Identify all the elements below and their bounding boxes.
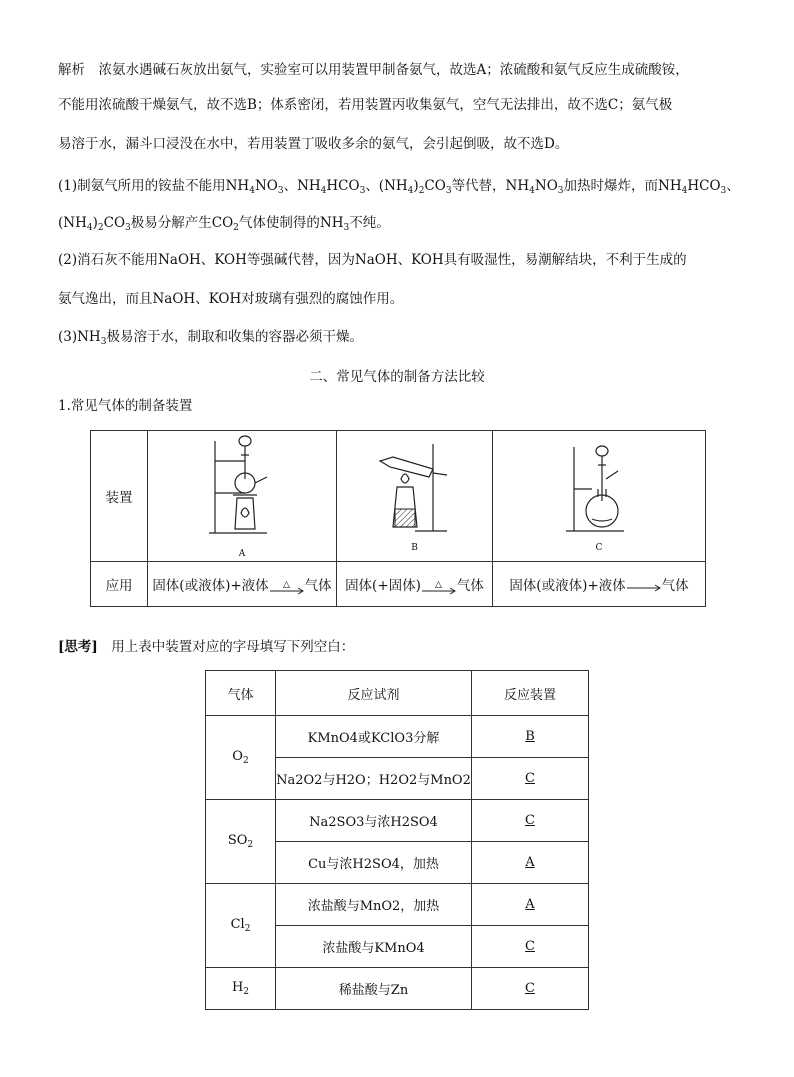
analysis-line-2: 不能用浓硫酸干燥氨气，故不选B；体系密闭，若用装置丙收集氨气，空气无法排出，故不选C；氨气极 [58, 97, 673, 113]
note-2-line-1: (2)消石灰不能用NaOH、KOH等强碱代替，因为NaOH、KOH具有吸湿性，易潮解结块，不利于生成的 [58, 252, 687, 268]
note-1-line-1: (1)制氨气所用的铵盐不能用$NH_4NO_3$、$NH_4HCO_3$、$(NH_4)_2CO_3$等代替，$NH_4NO_3$加热时爆炸，而$NH_4HCO_3$、 [58, 178, 740, 196]
apparatus-table [90, 430, 706, 607]
application-c: 固体(或液体)+液体 气体 [493, 562, 706, 607]
application-a: 固体(或液体)+液体 △ 气体 [148, 562, 337, 607]
row-label-application: 应用 [91, 562, 148, 607]
device-answer: B [472, 716, 589, 758]
note-3: $(3)NH_3$极易溶于水，制取和收集的容器必须干燥。 [58, 329, 363, 347]
apparatus-a-drawing [207, 433, 277, 545]
apparatus-b-drawing [375, 439, 455, 539]
reagent-cell: Na2SO3与浓H2SO4 [276, 800, 472, 842]
apparatus-b-cell [337, 431, 493, 562]
reagent-cell: Cu与浓H2SO4，加热 [276, 842, 472, 884]
note-1-line-2: $(NH_4)_2CO_3$极易分解产生$CO_2$气体使制得的$NH_3$不纯。 [58, 215, 390, 233]
caption-c: C [595, 543, 603, 553]
apparatus-a-cell [148, 431, 337, 562]
device-answer: C [472, 968, 589, 1010]
analysis-line-3: 易溶于水，漏斗口浸没在水中，若用装置丁吸收多余的氨气，会引起倒吸，故不选D。 [58, 136, 569, 152]
device-answer: A [472, 884, 589, 926]
device-answer: C [472, 758, 589, 800]
caption-a: A [238, 549, 246, 559]
gas-h2: $H_2$ [206, 968, 276, 1010]
heat-arrow-icon [269, 580, 305, 594]
device-answer: C [472, 800, 589, 842]
header-reagent: 反应试剂 [276, 671, 472, 716]
row-label-apparatus: 装置 [91, 431, 148, 562]
application-b: 固体(+固体) △ 气体 [337, 562, 493, 607]
think-prompt: [思考] 用上表中装置对应的字母填写下列空白： [58, 639, 355, 655]
header-gas: 气体 [206, 671, 276, 716]
note-2-line-2: 氨气逸出，而且NaOH、KOH对玻璃有强烈的腐蚀作用。 [58, 291, 404, 307]
analysis-line-1: 解析 浓氨水遇碱石灰放出氨气，实验室可以用装置甲制备氨气，故选A；浓硫酸和氨气反应生成硫酸铵， [58, 62, 689, 78]
caption-b: B [411, 543, 418, 553]
gas-so2: $SO_2$ [206, 800, 276, 884]
device-answer: A [472, 842, 589, 884]
reagent-cell: 浓盐酸与MnO2，加热 [276, 884, 472, 926]
section-title: 二、常见气体的制备方法比较 [309, 369, 485, 385]
apparatus-c-cell [493, 431, 706, 562]
gas-cl2: $Cl_2$ [206, 884, 276, 968]
heat-arrow-icon [421, 580, 457, 594]
svg-text:△: △ [282, 579, 290, 590]
reagent-cell: Na2O2与H2O；H2O2与MnO2 [276, 758, 472, 800]
arrow-icon [626, 580, 662, 594]
reagent-cell: 稀盐酸与Zn [276, 968, 472, 1010]
header-device: 反应装置 [472, 671, 589, 716]
subsection-title: 1.常见气体的制备装置 [58, 398, 193, 414]
svg-text:△: △ [434, 579, 442, 590]
reagent-cell: KMnO4或KClO3分解 [276, 716, 472, 758]
reagent-cell: 浓盐酸与KMnO4 [276, 926, 472, 968]
gas-o2: $O_2$ [206, 716, 276, 800]
gas-preparation-table [205, 670, 589, 1010]
apparatus-c-drawing [564, 439, 634, 539]
device-answer: C [472, 926, 589, 968]
